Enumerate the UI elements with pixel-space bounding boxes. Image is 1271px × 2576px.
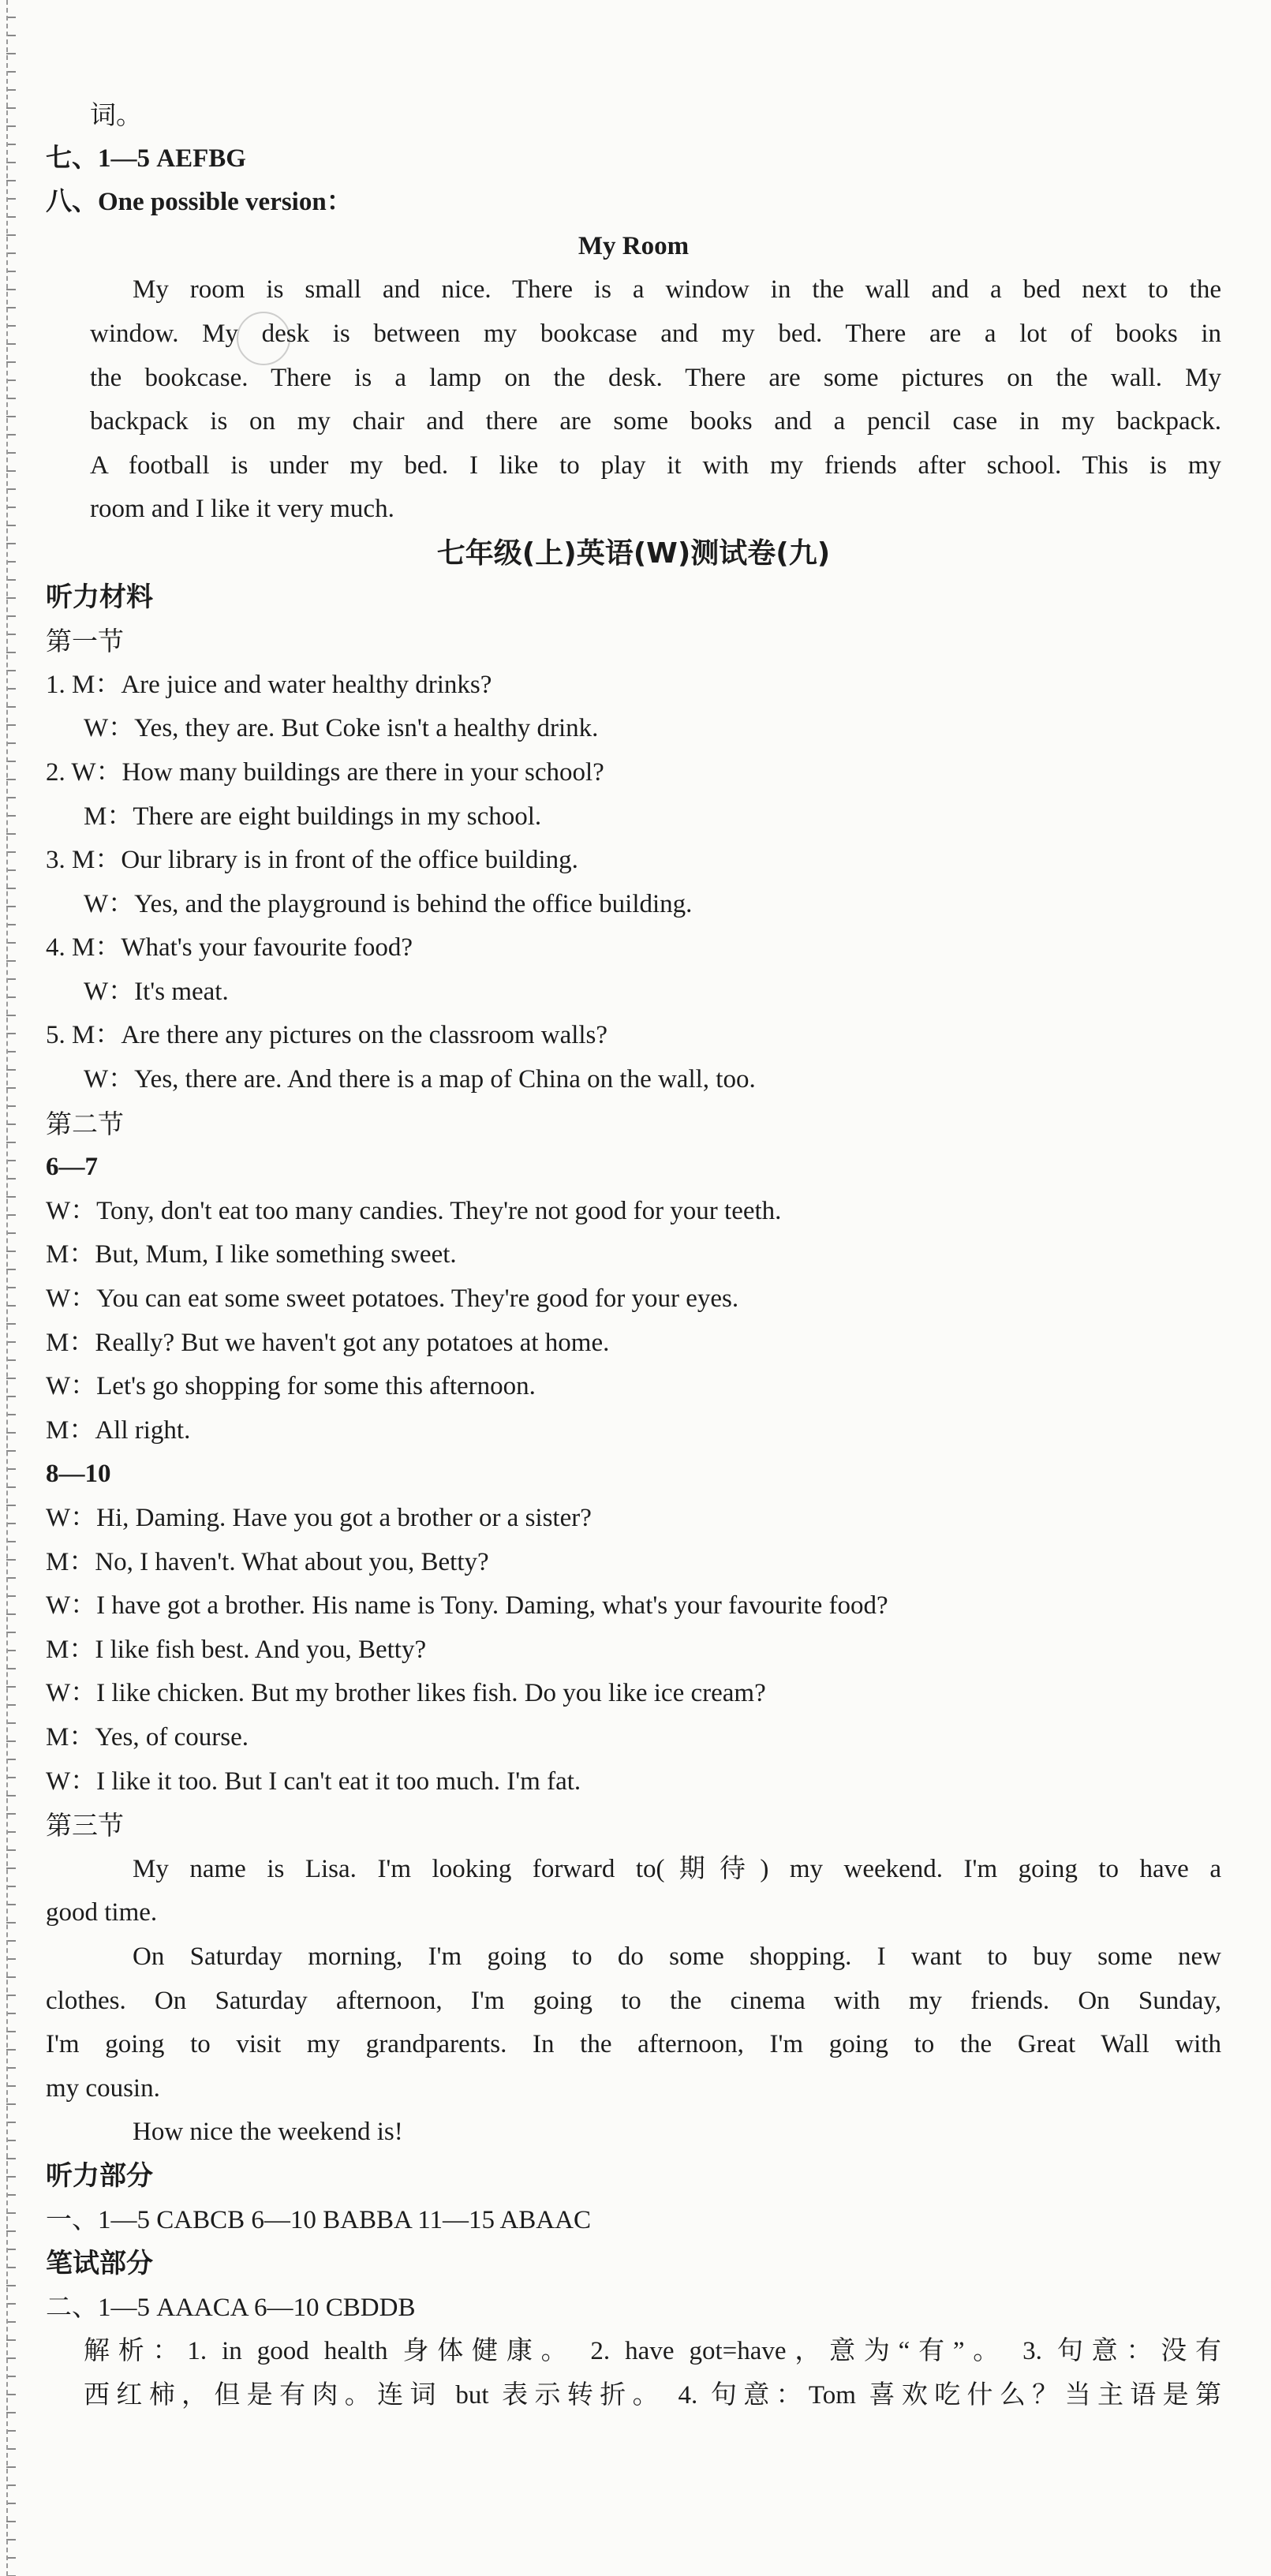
binding-margin (6, 0, 27, 2576)
text-line-l43: On Saturday morning, I'm going to do some shopping. I want to buy some new (133, 1942, 1221, 1971)
text-line-l30: W：Let's go shopping for some this afternoon. (46, 1372, 536, 1401)
text-line-l17: M：There are eight buildings in my school. (84, 802, 542, 831)
text-line-l52: 解析：1. in good health 身体健康。 2. have got=have，意为“有”。 3. 句意：没有 (84, 2337, 1221, 2366)
text-line-l45: I'm going to visit my grandparents. In the afternoon, I'm going to the Great Wall with (46, 2030, 1221, 2059)
text-line-l49: 一、1—5 CABCB 6—10 BABBA 11—15 ABAAC (46, 2205, 591, 2234)
text-line-l50: 笔试部分 (46, 2248, 153, 2280)
text-line-l24: 第二节 (46, 1108, 124, 1139)
text-line-l20: 4. M：What's your favourite food? (46, 933, 413, 963)
text-line-l35: W：I have got a brother. His name is Tony. Daming, what's your favourite food? (46, 1591, 888, 1621)
text-line-l48: 听力部分 (46, 2159, 153, 2192)
text-line-l06: window. My desk is between my bookcase and my bed. There are a lot of books in (90, 319, 1221, 348)
text-line-l39: W：I like it too. But I can't eat it too much. I'm fat. (46, 1767, 581, 1796)
text-line-l51: 二、1—5 AAACA 6—10 CBDDB (46, 2293, 416, 2322)
text-line-l37: W：I like chicken. But my brother likes fish. Do you like ice cream? (46, 1679, 766, 1708)
text-line-l47: How nice the weekend is! (133, 2118, 403, 2147)
text-line-l05: My room is small and nice. There is a window in the wall and a bed next to the (133, 275, 1221, 305)
text-line-l11: 七年级(上)英语(W)测试卷(九) (436, 537, 831, 570)
text-line-l14: 1. M：Are juice and water healthy drinks? (46, 670, 492, 699)
text-line-l12: 听力材料 (46, 581, 153, 613)
text-line-l32: 8—10 (46, 1460, 111, 1489)
text-line-l18: 3. M：Our library is in front of the office building. (46, 846, 578, 875)
text-line-l04: My Room (578, 231, 690, 260)
text-line-l29: M：Really? But we haven't got any potatoes at home. (46, 1328, 610, 1357)
text-line-l26: W：Tony, don't eat too many candies. They're not good for your teeth. (46, 1196, 782, 1225)
text-line-l46: my cousin. (46, 2073, 160, 2103)
text-line-l25: 6—7 (46, 1153, 98, 1182)
answer-key-page (46, 93, 1221, 2417)
text-line-l41: My name is Lisa. I'm looking forward to(期待) my weekend. I'm going to have a (133, 1854, 1221, 1883)
text-line-l01: 词。 (90, 99, 142, 130)
text-line-l08: backpack is on my chair and there are some books and a pencil case in my backpack. (90, 407, 1221, 436)
text-line-l34: M：No, I haven't. What about you, Betty? (46, 1547, 489, 1576)
text-line-l28: W：You can eat some sweet potatoes. They're good for your eyes. (46, 1284, 739, 1314)
text-line-l22: 5. M：Are there any pictures on the classroom walls? (46, 1021, 608, 1050)
text-line-l13: 第一节 (46, 626, 124, 657)
text-line-l15: W：Yes, they are. But Coke isn't a healthy drink. (84, 714, 599, 743)
text-line-l40: 第三节 (46, 1810, 124, 1841)
text-line-l19: W：Yes, and the playground is behind the office building. (84, 889, 693, 918)
text-line-l09: A football is under my bed. I like to play it with my friends after school. This is my (90, 451, 1221, 480)
text-line-l21: W：It's meat. (84, 977, 229, 1006)
text-line-l07: the bookcase. There is a lamp on the desk. There are some pictures on the wall. My (90, 363, 1221, 392)
text-line-l31: M：All right. (46, 1415, 191, 1445)
text-line-l42: good time. (46, 1898, 158, 1927)
text-line-l02: 七、1—5 AEFBG (46, 144, 246, 173)
text-line-l38: M：Yes, of course. (46, 1722, 249, 1752)
text-line-l10: room and I like it very much. (90, 495, 394, 524)
text-line-l53: 西红柿，但是有肉。连词 but 表示转折。 4. 句意：Tom 喜欢吃什么？当主语是第 (84, 2380, 1221, 2410)
text-line-l03: 八、One possible version： (46, 188, 353, 217)
text-line-l36: M：I like fish best. And you, Betty? (46, 1635, 427, 1664)
text-line-l16: 2. W：How many buildings are there in your school? (46, 757, 604, 787)
text-line-l23: W：Yes, there are. And there is a map of China on the wall, too. (84, 1065, 756, 1094)
text-line-l44: clothes. On Saturday afternoon, I'm going to the cinema with my friends. On Sunday, (46, 1986, 1221, 2015)
text-line-l33: W：Hi, Daming. Have you got a brother or a sister? (46, 1504, 592, 1532)
text-line-l27: M：But, Mum, I like something sweet. (46, 1240, 457, 1269)
